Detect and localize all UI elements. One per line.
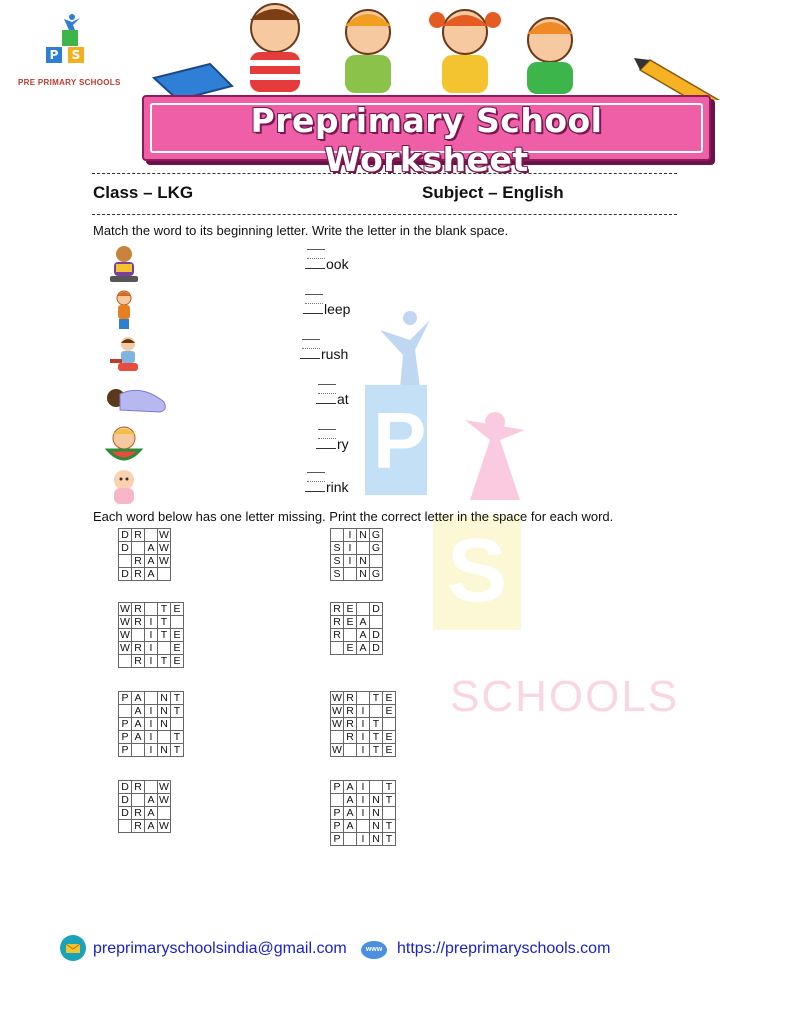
grid-letter-cell: A	[132, 731, 145, 744]
logo-tile-green	[62, 30, 78, 46]
subject-label: Subject – English	[422, 183, 564, 202]
grid-letter-cell: W	[159, 794, 169, 806]
logo	[18, 14, 128, 94]
grid-letter-cell: E	[344, 603, 357, 616]
grid-letter-cell: R	[132, 529, 145, 542]
grid-letter-cell: T	[158, 603, 171, 616]
grid-letter-cell: I	[145, 718, 158, 731]
grid-letter-cell: N	[158, 692, 171, 705]
grid-row	[119, 603, 184, 616]
grid-letter-cell: D	[370, 629, 383, 642]
grid-letter-cell: W	[332, 705, 342, 717]
grid-letter-cell: R	[344, 718, 357, 731]
grid-blank-cell[interactable]	[158, 642, 171, 655]
grid-letter-cell: P	[331, 807, 344, 820]
grid-blank-cell[interactable]	[171, 616, 184, 629]
grid-blank-cell[interactable]	[331, 794, 344, 807]
grid-row	[119, 692, 184, 705]
grid-row	[119, 718, 184, 731]
grid-letter-cell: N	[357, 555, 370, 568]
grid-row	[119, 555, 171, 568]
letter-grid[interactable]	[118, 528, 171, 581]
grid-letter-cell: P	[331, 833, 344, 846]
grid-blank-cell[interactable]	[119, 705, 132, 718]
watermark-girl-icon	[460, 410, 530, 510]
grid-letter-cell: T	[370, 718, 383, 731]
grid-letter-cell: S	[331, 555, 344, 568]
grid-letter-cell: R	[344, 731, 357, 744]
grid-letter-cell: W	[159, 820, 169, 832]
grid-letter-cell: E	[383, 744, 396, 757]
grid-row	[119, 731, 184, 744]
grid-letter-cell: W	[332, 744, 342, 756]
word-row-4[interactable]	[316, 391, 349, 407]
answer-blank[interactable]	[316, 448, 336, 449]
grid-letter-cell: R	[132, 781, 145, 794]
pencil-icon	[634, 58, 722, 100]
grid-blank-cell[interactable]	[370, 555, 383, 568]
grid-letter-cell: S	[331, 542, 344, 555]
grid-row	[119, 542, 171, 555]
grid-letter-cell: I	[145, 744, 158, 757]
grid-letter-cell: A	[132, 692, 145, 705]
answer-blank[interactable]	[305, 268, 325, 269]
grid-blank-cell[interactable]	[145, 603, 158, 616]
word-ending: rush	[321, 346, 349, 362]
grid-row	[331, 705, 396, 718]
grid-letter-cell: A	[145, 794, 158, 807]
letter-grid[interactable]	[330, 528, 383, 581]
grid-letter-cell: I	[357, 794, 370, 807]
grid-letter-cell: R	[331, 603, 344, 616]
grid-letter-cell: T	[158, 655, 171, 668]
grid-blank-cell[interactable]	[357, 542, 370, 555]
grid-letter-cell: W	[120, 616, 130, 628]
grid-blank-cell[interactable]	[344, 744, 357, 757]
grid-letter-cell: N	[370, 807, 383, 820]
grid-letter-cell: I	[145, 642, 158, 655]
letter-grid[interactable]	[118, 780, 171, 833]
logo-figure-icon	[63, 14, 81, 30]
grid-letter-cell: I	[145, 705, 158, 718]
grid-letter-cell: T	[383, 781, 396, 794]
grid-row	[331, 833, 396, 846]
grid-letter-cell: P	[119, 692, 132, 705]
grid-blank-cell[interactable]	[331, 731, 344, 744]
watermark-figure-icon	[370, 310, 440, 390]
grid-letter-cell: A	[145, 568, 158, 581]
grid-letter-cell: N	[158, 705, 171, 718]
grid-letter-cell: A	[344, 781, 357, 794]
grid-row	[119, 629, 184, 642]
grid-letter-cell: N	[158, 744, 171, 757]
grid-row	[331, 555, 383, 568]
grid-letter-cell: I	[344, 529, 357, 542]
kid-1-icon	[250, 4, 300, 92]
grid-row	[331, 820, 396, 833]
grid-letter-cell: D	[119, 807, 132, 820]
grid-blank-cell[interactable]	[331, 642, 344, 655]
grid-letter-cell: A	[132, 718, 145, 731]
word-row-3[interactable]	[300, 346, 348, 362]
kid-4-icon	[527, 18, 573, 94]
grid-row	[331, 642, 383, 655]
grid-letter-cell: S	[331, 568, 344, 581]
grid-letter-cell: I	[357, 833, 370, 846]
grid-letter-cell: G	[370, 542, 383, 555]
grid-letter-cell: E	[383, 731, 396, 744]
grid-letter-cell: T	[158, 629, 171, 642]
grid-blank-cell[interactable]	[132, 542, 145, 555]
watermark-letter-s: S	[447, 521, 508, 621]
grid-letter-cell: P	[119, 731, 132, 744]
grid-letter-cell: D	[119, 529, 132, 542]
grid-letter-cell: T	[383, 833, 396, 846]
grid-blank-cell[interactable]	[357, 603, 370, 616]
footer-email-link[interactable]: preprimaryschoolsindia@gmail.com	[93, 940, 347, 957]
grid-letter-cell: T	[383, 794, 396, 807]
grid-row	[119, 642, 184, 655]
boy-standing-icon	[104, 290, 144, 330]
grid-row	[119, 794, 171, 807]
grid-letter-cell: T	[370, 731, 383, 744]
grid-letter-cell: W	[120, 642, 130, 654]
word-ending: leep	[324, 301, 351, 317]
grid-blank-cell[interactable]	[132, 794, 145, 807]
letter-grid[interactable]	[330, 691, 396, 757]
section2-instruction: Each word below has one letter missing. Print the correct letter in the space for each word.	[93, 509, 614, 524]
grid-letter-cell: A	[145, 820, 158, 833]
grid-letter-cell: D	[370, 642, 383, 655]
grid-letter-cell: T	[370, 744, 383, 757]
grid-letter-cell: A	[145, 555, 158, 568]
grid-letter-cell: E	[171, 642, 184, 655]
grid-letter-cell: T	[171, 744, 184, 757]
answer-blank[interactable]	[316, 403, 336, 404]
banner-title: Preprimary School Worksheet	[250, 101, 603, 179]
grid-row	[331, 744, 396, 757]
grid-blank-cell[interactable]	[357, 820, 370, 833]
grid-letter-cell: G	[370, 529, 383, 542]
grid-letter-cell: R	[132, 655, 145, 668]
footer-website-link[interactable]: https://preprimaryschools.com	[397, 940, 611, 957]
logo-tile-p: P	[46, 47, 62, 63]
grid-row	[331, 807, 396, 820]
grid-blank-cell[interactable]	[158, 568, 171, 581]
grid-blank-cell[interactable]	[158, 807, 171, 820]
header-illustration	[150, 0, 730, 100]
watermark-letter-p: P	[373, 396, 427, 485]
grid-letter-cell: W	[120, 603, 130, 615]
grid-blank-cell[interactable]	[145, 781, 158, 794]
grid-blank-cell[interactable]	[331, 529, 344, 542]
logo-tile-s: S	[68, 47, 84, 63]
grid-letter-cell: D	[119, 781, 132, 794]
answer-blank[interactable]	[300, 358, 320, 359]
grid-letter-cell: A	[145, 542, 158, 555]
grid-blank-cell[interactable]	[370, 705, 383, 718]
grid-letter-cell: I	[357, 705, 370, 718]
grid-letter-cell: D	[119, 542, 132, 555]
grid-letter-cell: A	[357, 616, 370, 629]
grid-letter-cell: N	[158, 718, 171, 731]
grid-letter-cell: I	[357, 781, 370, 794]
grid-letter-cell: I	[357, 807, 370, 820]
grid-letter-cell: I	[357, 744, 370, 757]
grid-row	[331, 542, 383, 555]
grid-letter-cell: N	[357, 568, 370, 581]
grid-letter-cell: I	[357, 718, 370, 731]
grid-row	[119, 807, 171, 820]
grid-blank-cell[interactable]	[383, 718, 396, 731]
grid-letter-cell: R	[132, 642, 145, 655]
grid-letter-cell: T	[171, 692, 184, 705]
girl-brushing-icon	[104, 335, 144, 375]
grid-letter-cell: A	[344, 794, 357, 807]
watermark-schools-text: SCHOOLS	[450, 672, 680, 721]
grid-blank-cell[interactable]	[132, 629, 145, 642]
grid-row	[331, 781, 396, 794]
grid-letter-cell: G	[370, 568, 383, 581]
grid-letter-cell: A	[344, 820, 357, 833]
grid-letter-cell: E	[171, 603, 184, 616]
grid-row	[119, 781, 171, 794]
grid-letter-cell: D	[119, 794, 132, 807]
grid-blank-cell[interactable]	[344, 629, 357, 642]
grid-blank-cell[interactable]	[119, 555, 132, 568]
letter-grid[interactable]	[118, 691, 184, 757]
word-row-6[interactable]	[305, 479, 349, 495]
grid-row	[331, 718, 396, 731]
grid-letter-cell: N	[357, 529, 370, 542]
grid-letter-cell: E	[383, 705, 396, 718]
word-ending: ry	[337, 436, 349, 452]
word-ending: at	[337, 391, 349, 407]
grid-letter-cell: R	[344, 705, 357, 718]
grid-letter-cell: E	[383, 692, 396, 705]
grid-blank-cell[interactable]	[344, 833, 357, 846]
logo-text: PRE PRIMARY SCHOOLS	[18, 78, 121, 87]
answer-blank[interactable]	[305, 491, 325, 492]
grid-row	[119, 820, 171, 833]
grid-blank-cell[interactable]	[119, 655, 132, 668]
grid-blank-cell[interactable]	[158, 731, 171, 744]
grid-row	[119, 744, 184, 757]
grid-letter-cell: T	[383, 820, 396, 833]
grid-letter-cell: A	[357, 642, 370, 655]
mail-icon	[60, 935, 86, 961]
grid-letter-cell: W	[332, 692, 342, 704]
grid-letter-cell: R	[132, 555, 145, 568]
grid-blank-cell[interactable]	[344, 568, 357, 581]
grid-letter-cell: N	[370, 794, 383, 807]
grid-letter-cell: W	[159, 542, 169, 554]
kid-2-icon	[345, 10, 391, 93]
grid-letter-cell: I	[145, 731, 158, 744]
grid-letter-cell: R	[132, 568, 145, 581]
grid-row	[331, 692, 396, 705]
grid-letter-cell: I	[344, 542, 357, 555]
globe-icon: www	[361, 941, 387, 959]
grid-letter-cell: R	[132, 820, 145, 833]
grid-letter-cell: T	[158, 616, 171, 629]
word-ending: rink	[326, 479, 349, 495]
child-reading-icon	[104, 244, 144, 284]
grid-letter-cell: A	[344, 807, 357, 820]
grid-letter-cell: T	[171, 731, 184, 744]
grid-letter-cell: E	[171, 629, 184, 642]
grid-letter-cell: P	[119, 744, 132, 757]
grid-letter-cell: I	[344, 555, 357, 568]
grid-blank-cell[interactable]	[370, 616, 383, 629]
grid-row	[331, 629, 383, 642]
grid-blank-cell[interactable]	[145, 692, 158, 705]
letter-grid[interactable]	[330, 780, 396, 846]
grid-row	[331, 794, 396, 807]
grid-row	[331, 568, 383, 581]
grid-letter-cell: W	[120, 629, 130, 641]
grid-letter-cell: R	[344, 692, 357, 705]
grid-letter-cell: E	[344, 616, 357, 629]
grid-row	[331, 731, 396, 744]
grid-letter-cell: R	[132, 807, 145, 820]
child-sleeping-icon	[102, 380, 172, 420]
grid-row	[119, 529, 171, 542]
grid-letter-cell: D	[119, 568, 132, 581]
grid-letter-cell: R	[132, 603, 145, 616]
class-label: Class – LKG	[93, 183, 194, 202]
letter-grid[interactable]	[330, 602, 383, 655]
section1-instruction: Match the word to its beginning letter. Write the letter in the blank space.	[93, 223, 509, 238]
grid-blank-cell[interactable]	[119, 820, 132, 833]
grid-blank-cell[interactable]	[383, 807, 396, 820]
grid-letter-cell: I	[357, 731, 370, 744]
grid-letter-cell: I	[145, 616, 158, 629]
grid-letter-cell: P	[331, 820, 344, 833]
top-divider	[92, 173, 677, 174]
grid-letter-cell: W	[159, 529, 169, 541]
word-ending: ook	[326, 256, 349, 272]
grid-letter-cell: A	[145, 807, 158, 820]
answer-blank[interactable]	[303, 313, 323, 314]
grid-letter-cell: I	[145, 655, 158, 668]
word-row-5[interactable]	[316, 436, 349, 452]
grid-letter-cell: A	[357, 629, 370, 642]
grid-letter-cell: W	[159, 555, 169, 567]
grid-letter-cell: R	[132, 616, 145, 629]
grid-row	[119, 655, 184, 668]
grid-row	[331, 529, 383, 542]
bottom-divider	[92, 214, 677, 215]
grid-letter-cell: E	[171, 655, 184, 668]
logo-tile-spacer	[46, 57, 84, 63]
grid-letter-cell: I	[145, 629, 158, 642]
grid-letter-cell: P	[331, 781, 344, 794]
grid-letter-cell: E	[344, 642, 357, 655]
grid-letter-cell: R	[331, 616, 344, 629]
grid-letter-cell: D	[370, 603, 383, 616]
grid-letter-cell: T	[171, 705, 184, 718]
grid-letter-cell: N	[370, 833, 383, 846]
grid-row	[331, 616, 383, 629]
baby-crying-icon	[104, 468, 144, 508]
kid-3-icon	[429, 10, 501, 93]
grid-row	[119, 616, 184, 629]
letter-grid[interactable]	[118, 602, 184, 668]
grid-letter-cell: T	[370, 692, 383, 705]
grid-blank-cell[interactable]	[357, 692, 370, 705]
grid-letter-cell: W	[332, 718, 342, 730]
grid-blank-cell[interactable]	[132, 744, 145, 757]
grid-blank-cell[interactable]	[171, 718, 184, 731]
grid-row	[119, 568, 171, 581]
word-row-2[interactable]	[303, 301, 350, 317]
grid-letter-cell: R	[331, 629, 344, 642]
grid-letter-cell: A	[132, 705, 145, 718]
grid-row	[119, 705, 184, 718]
grid-blank-cell[interactable]	[145, 529, 158, 542]
grid-letter-cell: W	[159, 781, 169, 793]
word-row-1[interactable]	[305, 256, 349, 272]
grid-letter-cell: P	[119, 718, 132, 731]
worksheet-banner	[142, 95, 711, 179]
boy-eating-watermelon-icon	[104, 424, 144, 464]
grid-row	[331, 603, 383, 616]
grid-letter-cell: N	[370, 820, 383, 833]
grid-blank-cell[interactable]	[370, 781, 383, 794]
